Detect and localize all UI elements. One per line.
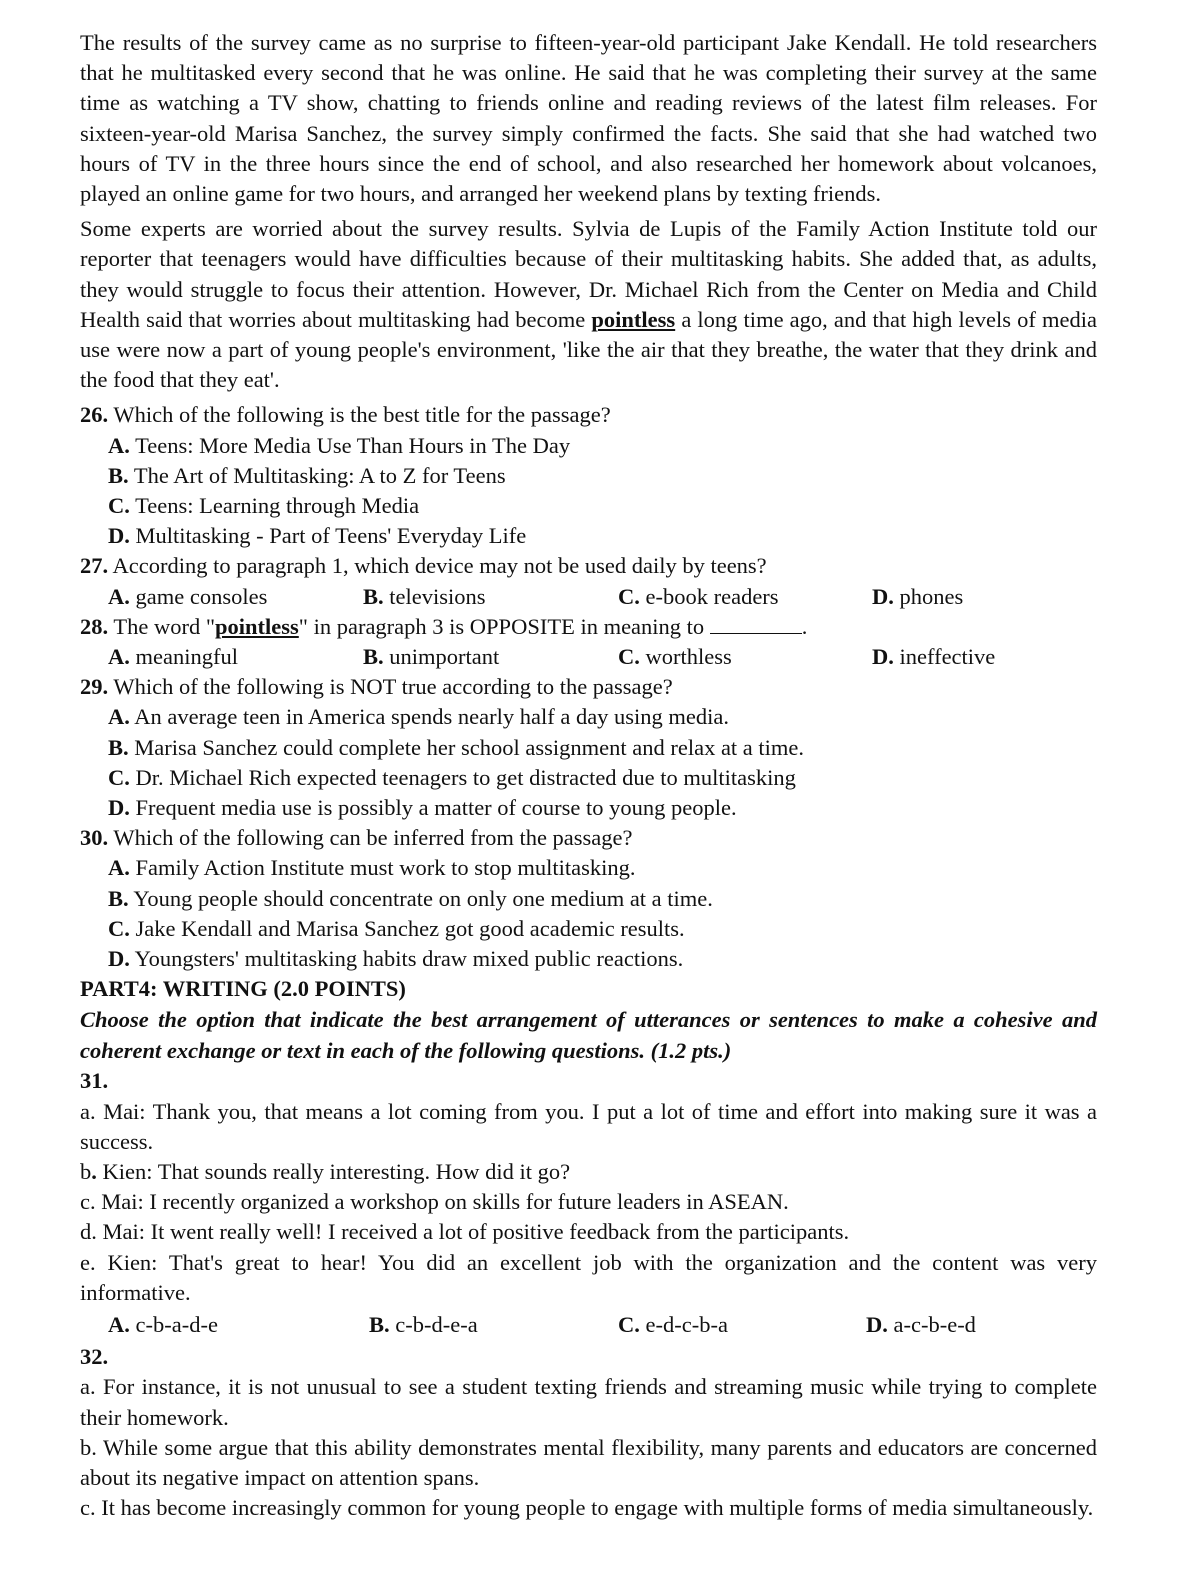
option-letter: A. — [108, 644, 130, 670]
item-text: Mai: It went really well! I received a lot of positive feedback from the participants. — [96, 1219, 850, 1245]
q31-options — [80, 1310, 1097, 1340]
part4-instruction: Choose the option that indicate the best arrangement of utterances or sentences to make a cohesive and coherent exchange or text in each of the following questions. (1.2 pts.) — [80, 1007, 1097, 1064]
q31-option-c[interactable] — [618, 1310, 728, 1340]
option-text: c-b-a-d-e — [129, 1312, 218, 1338]
item-letter: b. — [80, 1434, 97, 1460]
q29-option-c[interactable] — [108, 763, 1097, 793]
q27-option-a[interactable] — [108, 582, 267, 612]
question-text: Which of the following is the best title for the passage? — [108, 402, 611, 428]
item-dot: . — [91, 1159, 97, 1185]
question-text: Which of the following can be inferred from the passage? — [108, 825, 633, 851]
option-text: phones — [893, 583, 964, 609]
option-text: c-b-d-e-a — [389, 1312, 478, 1338]
option-text: worthless — [639, 644, 732, 670]
q28-option-a[interactable] — [108, 642, 238, 672]
option-text: Jake Kendall and Marisa Sanchez got good academic results. — [129, 915, 685, 941]
question-number: 29. — [80, 674, 109, 700]
item-text: While some argue that this ability demonstrates mental flexibility, many parents and educators are concerned about its negative impact on attention spans. — [80, 1434, 1097, 1491]
option-letter: C. — [108, 764, 130, 790]
option-letter: B. — [108, 462, 129, 488]
question-end-mark: . — [801, 613, 808, 639]
q26-option-b[interactable] — [108, 461, 1097, 491]
question-number: 28. — [80, 613, 109, 639]
option-letter: A. — [108, 704, 130, 730]
q30-option-b[interactable] — [108, 884, 1097, 914]
option-text: ineffective — [893, 644, 996, 670]
passage-paragraph-2-end: a long time ago, and that high levels of media use were now a part of young people's environment, 'like the air that they breathe, the water that they drink and the food that they eat'. — [80, 306, 1097, 393]
q31-option-b[interactable] — [369, 1310, 478, 1340]
q27-option-c[interactable] — [618, 582, 779, 612]
q30-option-a[interactable] — [108, 853, 1097, 883]
option-text: e-book readers — [639, 583, 779, 609]
item-letter: a. — [80, 1374, 96, 1400]
option-text: Teens: Learning through Media — [129, 493, 420, 519]
item-letter: c. — [80, 1189, 96, 1215]
q27-options — [80, 582, 1097, 612]
option-text: Teens: More Media Use Than Hours in The Day — [129, 432, 571, 458]
option-text: The Art of Multitasking: A to Z for Teens — [128, 462, 506, 488]
q31-option-a[interactable] — [108, 1310, 218, 1340]
item-text: Kien: That sounds really interesting. How did it go? — [96, 1159, 571, 1185]
item-letter: a. — [80, 1098, 96, 1124]
option-text: unimportant — [383, 644, 500, 670]
option-letter: B. — [363, 644, 384, 670]
q28-option-c[interactable] — [618, 642, 732, 672]
option-letter: D. — [108, 795, 130, 821]
q26-option-c[interactable] — [108, 491, 1097, 521]
option-letter: D. — [108, 523, 130, 549]
option-text: televisions — [383, 583, 486, 609]
question-32-number: 32. — [80, 1344, 109, 1370]
question-text-end: " in paragraph 3 is OPPOSITE in meaning to — [298, 613, 710, 639]
option-letter: C. — [618, 583, 640, 609]
option-text: Young people should concentrate on only one medium at a time. — [128, 885, 713, 911]
option-letter: A. — [108, 1312, 130, 1338]
q28-options — [80, 642, 1097, 672]
option-letter: D. — [872, 644, 894, 670]
item-text: Mai: Thank you, that means a lot coming from you. I put a lot of time and effort into making sure it was a success. — [80, 1098, 1097, 1154]
q31-item-d — [80, 1217, 1097, 1247]
question-31-number: 31. — [80, 1068, 109, 1094]
item-letter: b — [80, 1159, 92, 1185]
q26-option-a[interactable] — [108, 431, 1097, 461]
q30-option-d[interactable] — [108, 944, 1097, 974]
option-text: Dr. Michael Rich expected teenagers to get distracted due to multitasking — [129, 764, 796, 790]
option-letter: A. — [108, 432, 130, 458]
question-number: 26. — [80, 402, 109, 428]
q31-item-a — [80, 1097, 1097, 1157]
option-letter: B. — [108, 885, 129, 911]
answer-blank — [710, 613, 802, 634]
item-letter: e. — [80, 1249, 96, 1275]
question-27 — [80, 551, 1097, 581]
item-text: Mai: I recently organized a workshop on skills for future leaders in ASEAN. — [95, 1189, 789, 1215]
option-letter: A. — [108, 855, 130, 881]
q29-option-b[interactable] — [108, 733, 1097, 763]
q26-option-d[interactable] — [108, 521, 1097, 551]
q31-item-e — [80, 1248, 1097, 1308]
question-29 — [80, 672, 1097, 702]
passage-paragraph-2 — [80, 214, 1097, 395]
q29-option-d[interactable] — [108, 793, 1097, 823]
question-number: 30. — [80, 825, 109, 851]
q30-option-c[interactable] — [108, 914, 1097, 944]
q32-item-b — [80, 1433, 1097, 1493]
q27-option-b[interactable] — [363, 582, 486, 612]
option-text: game consoles — [129, 583, 268, 609]
option-letter: C. — [618, 1312, 640, 1338]
option-letter: D. — [872, 583, 894, 609]
item-letter: c. — [80, 1495, 96, 1521]
q31-item-b — [80, 1157, 1097, 1187]
q28-option-d[interactable] — [872, 642, 995, 672]
question-26 — [80, 400, 1097, 430]
option-text: a-c-b-e-d — [887, 1312, 976, 1338]
passage-paragraph-2-start: Some experts are worried about the survey results. Sylvia de Lupis of the Family Action Institute told our reporter that teenagers would have difficulties because of their multitasking habits. She added that, as adults, they would struggle to focus their attention. However, Dr. Michael Rich from the Center on Media and Child Health said that worries about multitasking had become — [80, 216, 1097, 332]
option-letter: B. — [363, 583, 384, 609]
q27-option-d[interactable] — [872, 582, 963, 612]
option-letter: D. — [866, 1312, 888, 1338]
option-text: meaningful — [129, 644, 238, 670]
option-text: An average teen in America spends nearly half a day using media. — [129, 704, 730, 730]
item-text: For instance, it is not unusual to see a student texting friends and streaming music while trying to complete their homework. — [80, 1374, 1097, 1430]
option-text: Frequent media use is possibly a matter of course to young people. — [129, 795, 737, 821]
option-letter: B. — [108, 734, 129, 760]
q28-option-b[interactable] — [363, 642, 499, 672]
passage-paragraph-1: The results of the survey came as no surprise to fifteen-year-old participant Jake Kendall. He told researchers that he multitasked every second that he was online. He said that he was completing their survey at the same time as watching a TV show, chatting to friends online and reading reviews of the latest film releases. For sixteen-year-old Marisa Sanchez, the survey simply confirmed the facts. She said that she had watched two hours of TV in the three hours since the end of school, and also researched her homework about volcanoes, played an online game for two hours, and arranged her weekend plans by texting friends. — [80, 30, 1097, 207]
q32-item-a — [80, 1372, 1097, 1432]
part4-heading: PART4: WRITING (2.0 POINTS) — [80, 976, 406, 1002]
question-30 — [80, 823, 1097, 853]
option-letter: A. — [108, 583, 130, 609]
highlighted-word-pointless: pointless — [215, 613, 299, 639]
item-text: It has become increasingly common for young people to engage with multiple forms of media simultaneously. — [95, 1495, 1094, 1521]
highlighted-word-pointless: pointless — [591, 306, 676, 332]
option-letter: D. — [108, 946, 130, 972]
question-number: 27. — [80, 553, 109, 579]
option-text: Family Action Institute must work to stop multitasking. — [129, 855, 636, 881]
option-text: e-d-c-b-a — [639, 1312, 728, 1338]
option-letter: C. — [108, 915, 130, 941]
option-letter: C. — [108, 493, 130, 519]
q31-option-d[interactable] — [866, 1310, 976, 1340]
q32-item-c — [80, 1493, 1097, 1523]
option-letter: B. — [369, 1312, 390, 1338]
q29-option-a[interactable] — [108, 702, 1097, 732]
question-text: According to paragraph 1, which device may not be used daily by teens? — [108, 553, 767, 579]
question-28 — [80, 612, 1097, 642]
option-letter: C. — [618, 644, 640, 670]
document-page — [80, 28, 1097, 1524]
option-text: Marisa Sanchez could complete her school assignment and relax at a time. — [128, 734, 805, 760]
item-text: Kien: That's great to hear! You did an excellent job with the organization and the content was very informative. — [80, 1249, 1097, 1305]
item-letter: d. — [80, 1219, 97, 1245]
q31-item-c — [80, 1187, 1097, 1217]
question-text-start: The word " — [108, 613, 215, 639]
option-text: Youngsters' multitasking habits draw mixed public reactions. — [129, 946, 684, 972]
option-text: Multitasking - Part of Teens' Everyday Life — [129, 523, 527, 549]
question-text: Which of the following is NOT true according to the passage? — [108, 674, 673, 700]
